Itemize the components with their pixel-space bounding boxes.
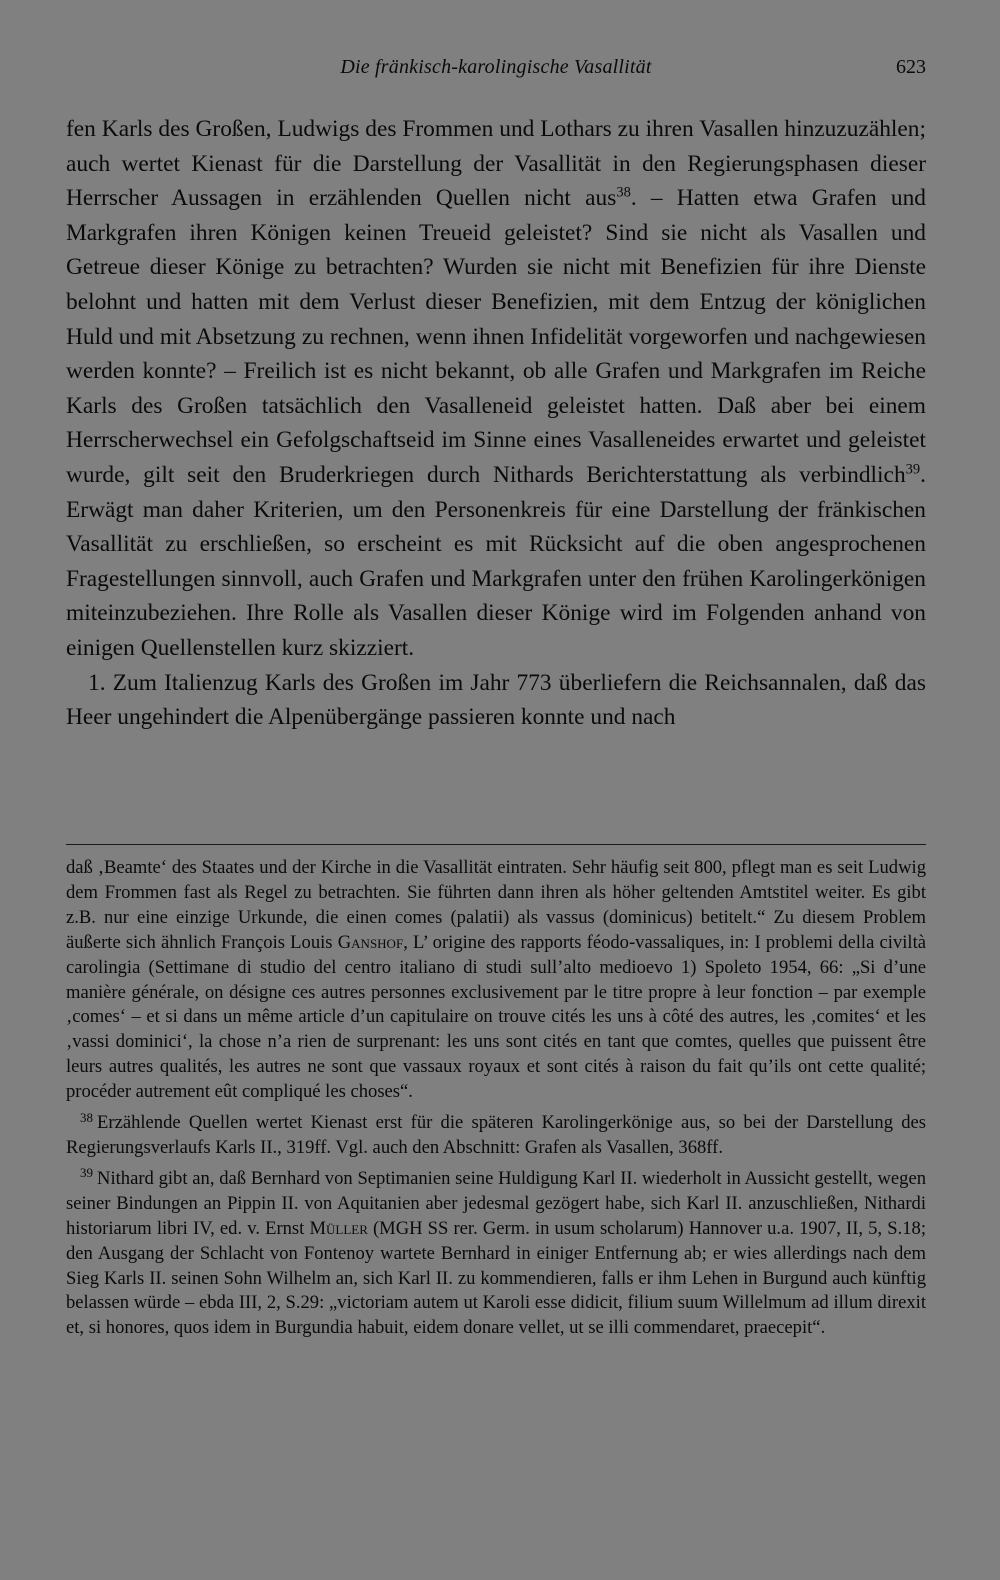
footnote-38 (66, 1111, 926, 1161)
running-title: Die fränkisch-karolingische Vasallität (340, 56, 652, 78)
footnotes (66, 856, 926, 1347)
footnote-continuation (66, 856, 926, 1105)
main-text (66, 112, 926, 735)
paragraph-1-part-c: . Erwägt man daher Kriterien, um den Personenkreis für eine Darstellung der fränkischen Vasallität zu erschließen, so erscheint es mit Rücksicht auf die oben angesprochenen Fragestellungen sinnvoll, auch Grafen und Markgrafen unter den frühen Karolingerkönigen miteinzubeziehen. Ihre Rolle als Vasallen dieser Könige wird im Folgenden anhand von einigen Quellenstellen kurz skizziert. (66, 461, 926, 661)
footnote-39 (66, 1167, 926, 1341)
footnote-38-text: Erzählende Quellen wertet Kienast erst für die späteren Karolingerkönige aus, so bei der Darstellung des Regierungsverlaufs Karls II., 319ff. Vgl. auch den Abschnitt: Grafen als Vasallen, 368ff. (66, 1112, 926, 1158)
author-name-ganshof: Ganshof (337, 931, 404, 953)
footnote-39-number: 39 (80, 1165, 94, 1181)
footnote-continuation-part-b: , L’ origine des rapports féodo-vassaliques, in: I problemi della civiltà carolingia (Settimane di studio del centro italiano di studi sull’alto medioevo 1) Spoleto 1954, 66: „Si d’une manière générale, on désigne ces autres personnes exclusivement par le titre propre à leur fonction – par exemple ‚comes‘ – et si dans un même article d’un capitulaire on trouve cités les uns à côté des autres, les ‚comites‘ et les ‚vassi dominici‘, la chose n’a rien de surprenant: les uns sont cités en tant que comtes, quelles que puissent être leurs autres qualités, les autres ne sont que vassaux royaux et sont cités à raison du fait qu’ils ont cette qualité; procéder autrement eût compliqué les choses“. (66, 931, 926, 1103)
paragraph-2: 1. Zum Italienzug Karls des Großen im Jahr 773 überliefern die Reichsannalen, daß das Heer ungehindert die Alpenübergänge passieren konnte und nach (66, 669, 926, 731)
footnote-39-part-a: Nithard gibt an, daß Bernhard von Septimanien seine Huldigung Karl II. wiederholt in Aussicht gestellt, wegen seiner Bindungen an Pippin II. von Aquitanien aber jedesmal gezögert habe, sich Karl II. anzuschließen, Nithardi historiarum libri IV, ed. v. Ernst (66, 1167, 926, 1239)
footnote-continuation-part-a: daß ‚Beamte‘ des Staates und der Kirche in die Vasallität eintraten. Sehr häufig seit 800, pflegt man es seit Ludwig dem Frommen fast als Regel zu betrachten. Sie führten dann ihren als höher geltenden Amtstitel weiter. Es gibt z.B. nur eine einzige Urkunde, die einen comes (palatii) als vassus (dominicus) betitelt.“ Zu diesem Problem äußerte sich ähnlich François Louis (66, 857, 926, 953)
author-name-mueller: Müller (309, 1217, 368, 1239)
paragraph-1-part-a: fen Karls des Großen, Ludwigs des Frommen und Lothars zu ihren Vasallen hinzuzuzählen; auch wertet Kienast für die Darstellung der Vasallität in den Regierungsphasen dieser Herrscher Aussagen in erzählenden Quellen nicht aus (66, 116, 926, 212)
footnote-separator (66, 844, 926, 845)
paragraph-1 (66, 112, 926, 666)
paragraph-1-part-b: . – Hatten etwa Grafen und Markgrafen ihren Königen keinen Treueid geleistet? Sind sie nicht als Vasallen und Getreue dieser Könige zu betrachten? Wurden sie nicht mit Benefizien für ihre Dienste belohnt und hatten mit dem Verlust dieser Benefizien, mit dem Entzug der königlichen Huld und mit Absetzung zu rechnen, wenn ihnen Infidelität vorgeworfen und nachgewiesen werden konnte? – Freilich ist es nicht bekannt, ob alle Grafen und Markgrafen im Reiche Karls des Großen tatsächlich den Vasalleneid geleistet hatten. Daß aber bei einem Herrscherwechsel ein Gefolgschaftseid im Sinne eines Vasalleneides erwartet und geleistet wurde, gilt seit den Bruderkriegen durch Nithards Berichterstattung als verbindlich (66, 185, 926, 488)
footnote-38-number: 38 (80, 1109, 94, 1125)
page-header (66, 56, 926, 84)
footnote-ref-39: 39 (905, 461, 921, 478)
footnote-39-part-b: (MGH SS rer. Germ. in usum scholarum) Hannover u.a. 1907, II, 5, S.18; den Ausgang der Schlacht von Fontenoy wartete Bernhard in einiger Entfernung ab; er wies allerdings nach dem Sieg Karls II. seinen Sohn Wilhelm an, sich Karl II. zu kommendieren, falls er ihm Lehen in Burgund auch künftig belassen würde – ebda III, 2, S.29: „victoriam autem ut Karoli esse didicit, filium suum Willelmum ad illum direxit et, si honores, quos idem in Burgundia habuit, eidem donare vellet, ut se illi commendaret, praecepit“. (66, 1217, 926, 1339)
page-number: 623 (896, 56, 926, 78)
footnote-ref-38: 38 (616, 184, 631, 201)
